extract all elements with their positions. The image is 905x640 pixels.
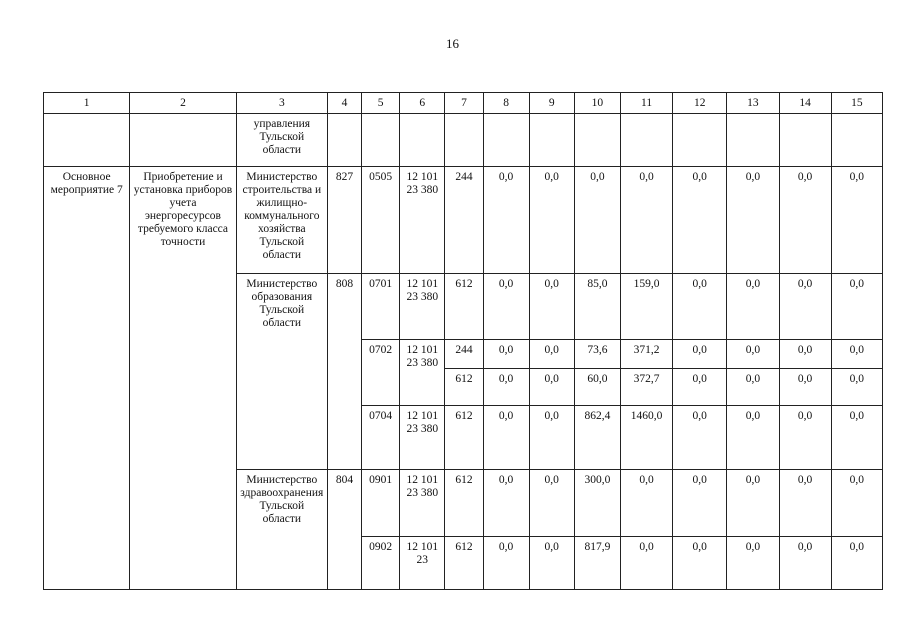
activity-number-cell: Основное мероприятие 7: [44, 167, 130, 590]
value-cell: 0,0: [831, 340, 882, 369]
value-cell: 0,0: [727, 369, 779, 406]
col-header-13: 13: [727, 93, 779, 114]
col-header-12: 12: [673, 93, 727, 114]
value-cell: 0,0: [620, 470, 672, 537]
value-cell: 0,0: [574, 167, 620, 274]
target-article-cell: 12 101 23 380: [400, 167, 445, 274]
value-cell: 817,9: [574, 537, 620, 590]
cell: [130, 114, 236, 167]
expense-type-cell: 244: [445, 167, 483, 274]
value-cell: 371,2: [620, 340, 672, 369]
cell: [620, 114, 672, 167]
cell: [44, 114, 130, 167]
value-cell: 0,0: [831, 274, 882, 340]
target-article-cell: 12 101 23 380: [400, 274, 445, 340]
value-cell: 0,0: [673, 167, 727, 274]
target-article-cell: 12 101 23 380: [400, 470, 445, 537]
responsible-cell: Министерство образования Тульской области: [236, 274, 327, 470]
col-header-4: 4: [327, 93, 361, 114]
cell: [727, 114, 779, 167]
value-cell: 0,0: [831, 167, 882, 274]
cell: [483, 114, 529, 167]
cell: [327, 114, 361, 167]
value-cell: 85,0: [574, 274, 620, 340]
value-cell: 0,0: [779, 537, 831, 590]
value-cell: 0,0: [483, 274, 529, 340]
cell: [445, 114, 483, 167]
value-cell: 0,0: [779, 274, 831, 340]
value-cell: 0,0: [727, 537, 779, 590]
col-header-7: 7: [445, 93, 483, 114]
expense-type-cell: 612: [445, 274, 483, 340]
value-cell: 0,0: [529, 274, 574, 340]
cell: [831, 114, 882, 167]
col-header-6: 6: [400, 93, 445, 114]
header-row: [44, 93, 883, 114]
col-header-2: 2: [130, 93, 236, 114]
cell: [400, 114, 445, 167]
value-cell: 73,6: [574, 340, 620, 369]
value-cell: 0,0: [529, 369, 574, 406]
col-header-8: 8: [483, 93, 529, 114]
value-cell: 0,0: [831, 406, 882, 470]
value-cell: 0,0: [673, 274, 727, 340]
budget-table: [43, 92, 883, 590]
value-cell: 0,0: [483, 406, 529, 470]
value-cell: 862,4: [574, 406, 620, 470]
col-header-3: 3: [236, 93, 327, 114]
col-header-1: 1: [44, 93, 130, 114]
expense-type-cell: 612: [445, 406, 483, 470]
col-header-15: 15: [831, 93, 882, 114]
cell: [529, 114, 574, 167]
value-cell: 0,0: [727, 340, 779, 369]
table-row: [44, 114, 883, 167]
cell: [574, 114, 620, 167]
section-code-cell: 0901: [362, 470, 400, 537]
cell: [362, 114, 400, 167]
value-cell: 0,0: [483, 470, 529, 537]
grbs-cell: 808: [327, 274, 361, 470]
value-cell: 0,0: [727, 274, 779, 340]
value-cell: 0,0: [529, 406, 574, 470]
value-cell: 0,0: [727, 470, 779, 537]
section-code-cell: 0702: [362, 340, 400, 406]
value-cell: 0,0: [727, 167, 779, 274]
value-cell: 1460,0: [620, 406, 672, 470]
value-cell: 0,0: [620, 167, 672, 274]
value-cell: 0,0: [673, 340, 727, 369]
value-cell: 0,0: [779, 340, 831, 369]
value-cell: 0,0: [620, 537, 672, 590]
target-article-cell: 12 101 23 380: [400, 340, 445, 406]
value-cell: 0,0: [779, 406, 831, 470]
value-cell: 159,0: [620, 274, 672, 340]
target-article-cell: 12 101 23 380: [400, 406, 445, 470]
value-cell: 0,0: [673, 369, 727, 406]
section-code-cell: 0701: [362, 274, 400, 340]
expense-type-cell: 244: [445, 340, 483, 369]
value-cell: 0,0: [673, 470, 727, 537]
expense-type-cell: 612: [445, 537, 483, 590]
value-cell: 0,0: [673, 537, 727, 590]
value-cell: 300,0: [574, 470, 620, 537]
table-row: [44, 167, 883, 274]
value-cell: 0,0: [727, 406, 779, 470]
grbs-cell: 827: [327, 167, 361, 274]
value-cell: 0,0: [831, 537, 882, 590]
section-code-cell: 0704: [362, 406, 400, 470]
value-cell: 60,0: [574, 369, 620, 406]
expense-type-cell: 612: [445, 470, 483, 537]
value-cell: 0,0: [483, 167, 529, 274]
target-article-cell: 12 101 23: [400, 537, 445, 590]
page-number: 16: [446, 36, 459, 51]
col-header-11: 11: [620, 93, 672, 114]
value-cell: 372,7: [620, 369, 672, 406]
grbs-cell: 804: [327, 470, 361, 590]
value-cell: 0,0: [483, 369, 529, 406]
value-cell: 0,0: [673, 406, 727, 470]
value-cell: 0,0: [483, 340, 529, 369]
value-cell: 0,0: [529, 470, 574, 537]
value-cell: 0,0: [779, 470, 831, 537]
col-header-14: 14: [779, 93, 831, 114]
cell: [673, 114, 727, 167]
value-cell: 0,0: [529, 537, 574, 590]
value-cell: 0,0: [483, 537, 529, 590]
expense-type-cell: 612: [445, 369, 483, 406]
value-cell: 0,0: [529, 340, 574, 369]
value-cell: 0,0: [831, 369, 882, 406]
col-header-9: 9: [529, 93, 574, 114]
col-header-5: 5: [362, 93, 400, 114]
responsible-cell: Министерство строительства и жилищно-коммунального хозяйства Тульской области: [236, 167, 327, 274]
responsible-cell: Министерство здравоохранения Тульской области: [236, 470, 327, 590]
value-cell: 0,0: [779, 369, 831, 406]
section-code-cell: 0505: [362, 167, 400, 274]
section-code-cell: 0902: [362, 537, 400, 590]
col-header-10: 10: [574, 93, 620, 114]
activity-name-cell: Приобретение и установка приборов учета энергоресурсов требуемого класса точности: [130, 167, 236, 590]
responsible-cell: управления Тульской области: [236, 114, 327, 167]
value-cell: 0,0: [831, 470, 882, 537]
cell: [779, 114, 831, 167]
value-cell: 0,0: [779, 167, 831, 274]
value-cell: 0,0: [529, 167, 574, 274]
